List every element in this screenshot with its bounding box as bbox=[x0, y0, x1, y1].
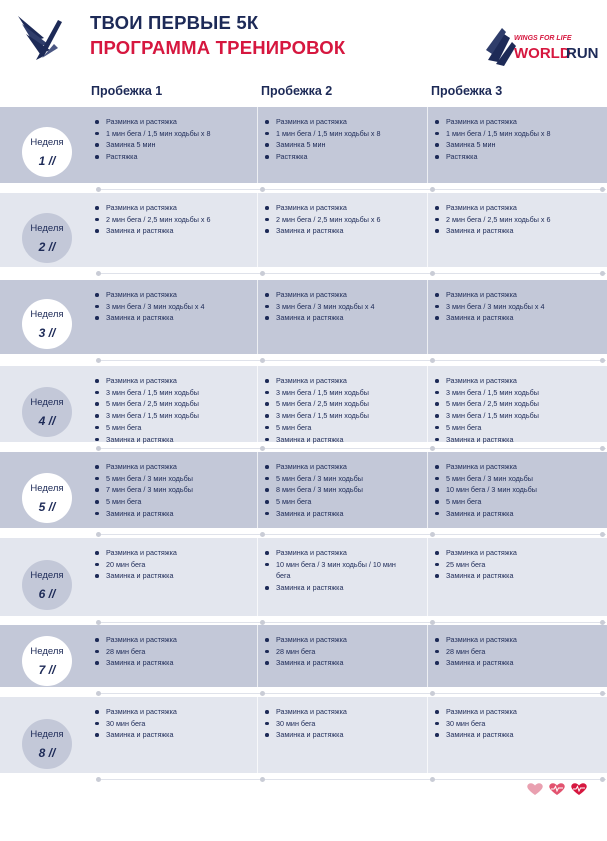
run-cell bbox=[87, 452, 257, 528]
column-divider bbox=[257, 107, 258, 183]
week-badge bbox=[22, 636, 72, 686]
row-divider bbox=[96, 779, 606, 780]
divider-dot bbox=[600, 532, 605, 537]
workout-list bbox=[265, 375, 423, 445]
divider-dot bbox=[96, 532, 101, 537]
row-divider bbox=[96, 360, 606, 361]
workout-item: Заминка и растяжка bbox=[265, 225, 423, 237]
week-word: Неделя bbox=[30, 483, 64, 494]
week-label-cell bbox=[0, 193, 87, 267]
workout-item: 3 мин бега / 3 мин ходьбы х 4 bbox=[435, 301, 593, 313]
week-word: Неделя bbox=[30, 729, 64, 740]
workout-list bbox=[435, 547, 593, 582]
svg-text:WINGS FOR LIFE: WINGS FOR LIFE bbox=[514, 35, 572, 42]
workout-item: 30 мин бега bbox=[435, 718, 593, 730]
workout-item: Заминка и растяжка bbox=[265, 582, 423, 594]
week-badge bbox=[22, 387, 72, 437]
run-cell bbox=[427, 452, 597, 528]
workout-item: Заминка 5 мин bbox=[265, 139, 423, 151]
workout-item: Разминка и растяжка bbox=[95, 547, 253, 559]
run-cell bbox=[257, 625, 427, 687]
workout-list bbox=[95, 634, 253, 669]
week-label-cell bbox=[0, 280, 87, 354]
divider-dot bbox=[430, 777, 435, 782]
week-badge bbox=[22, 213, 72, 263]
workout-item: Разминка и растяжка bbox=[95, 375, 253, 387]
divider-dot bbox=[96, 446, 101, 451]
divider-dot bbox=[600, 446, 605, 451]
column-divider bbox=[427, 193, 428, 267]
run-cell bbox=[87, 697, 257, 773]
workout-item: Заминка и растяжка bbox=[95, 570, 253, 582]
workout-item: Разминка и растяжка bbox=[265, 202, 423, 214]
week-row bbox=[0, 280, 607, 354]
workout-item: 28 мин бега bbox=[435, 646, 593, 658]
workout-list bbox=[95, 461, 253, 520]
column-divider bbox=[257, 697, 258, 773]
column-divider bbox=[257, 452, 258, 528]
workout-item: Разминка и растяжка bbox=[435, 375, 593, 387]
week-row bbox=[0, 625, 607, 687]
divider-dot bbox=[600, 271, 605, 276]
divider-dot bbox=[96, 691, 101, 696]
week-row bbox=[0, 366, 607, 442]
column-divider bbox=[427, 280, 428, 354]
week-word: Неделя bbox=[30, 309, 64, 320]
column-header-run-2: Пробежка 2 bbox=[261, 84, 333, 98]
workout-item: 2 мин бега / 2,5 мин ходьбы х 6 bbox=[265, 214, 423, 226]
workout-item: 20 мин бега bbox=[95, 559, 253, 571]
run-cell bbox=[257, 107, 427, 183]
divider-dot bbox=[430, 271, 435, 276]
divider-dot bbox=[430, 358, 435, 363]
week-badge bbox=[22, 127, 72, 177]
workout-item: Заминка и растяжка bbox=[435, 729, 593, 741]
run-cell bbox=[87, 193, 257, 267]
workout-item: Разминка и растяжка bbox=[265, 375, 423, 387]
workout-item: 1 мин бега / 1,5 мин ходьбы х 8 bbox=[435, 128, 593, 140]
week-label-cell bbox=[0, 107, 87, 183]
week-row bbox=[0, 107, 607, 183]
column-divider bbox=[427, 107, 428, 183]
run-cell bbox=[87, 280, 257, 354]
week-row bbox=[0, 452, 607, 528]
workout-item: 5 мин бега / 3 мин ходьбы bbox=[95, 473, 253, 485]
workout-item: Заминка и растяжка bbox=[265, 729, 423, 741]
workout-item: 5 мин бега / 3 мин ходьбы bbox=[435, 473, 593, 485]
column-divider bbox=[427, 625, 428, 687]
workout-item: Заминка и растяжка bbox=[265, 434, 423, 446]
divider-dot bbox=[96, 187, 101, 192]
workout-item: Заминка и растяжка bbox=[435, 312, 593, 324]
row-divider bbox=[96, 273, 606, 274]
hearts-decoration-icon bbox=[526, 782, 590, 796]
workout-list bbox=[265, 706, 423, 741]
workout-item: Растяжка bbox=[265, 151, 423, 163]
column-divider bbox=[257, 625, 258, 687]
week-badge bbox=[22, 299, 72, 349]
workout-item: Заминка и растяжка bbox=[265, 312, 423, 324]
workout-item: 25 мин бега bbox=[435, 559, 593, 571]
workout-item: 3 мин бега / 3 мин ходьбы х 4 bbox=[95, 301, 253, 313]
workout-list bbox=[435, 375, 593, 445]
row-divider bbox=[96, 189, 606, 190]
divider-dot bbox=[600, 187, 605, 192]
workout-item: 3 мин бега / 1,5 мин ходьбы bbox=[435, 387, 593, 399]
workout-item: Заминка и растяжка bbox=[95, 434, 253, 446]
wings-logo-icon bbox=[14, 14, 66, 64]
week-word: Неделя bbox=[30, 223, 64, 234]
workout-item: Разминка и растяжка bbox=[265, 547, 423, 559]
workout-item: Разминка и растяжка bbox=[95, 706, 253, 718]
run-cell bbox=[87, 625, 257, 687]
workout-item: 5 мин бега bbox=[95, 422, 253, 434]
workout-list bbox=[265, 202, 423, 237]
run-cell bbox=[257, 538, 427, 616]
run-cell bbox=[427, 625, 597, 687]
workout-item: Разминка и растяжка bbox=[95, 116, 253, 128]
workout-item: 3 мин бега / 1,5 мин ходьбы bbox=[95, 387, 253, 399]
run-cell bbox=[257, 697, 427, 773]
svg-text:RUN: RUN bbox=[566, 45, 599, 62]
run-cell bbox=[427, 107, 597, 183]
workout-item: 1 мин бега / 1,5 мин ходьбы х 8 bbox=[95, 128, 253, 140]
workout-list bbox=[435, 202, 593, 237]
workout-item: Заминка и растяжка bbox=[265, 508, 423, 520]
workout-item: 3 мин бега / 3 мин ходьбы х 4 bbox=[265, 301, 423, 313]
divider-dot bbox=[600, 691, 605, 696]
week-number: 5 // bbox=[38, 500, 56, 514]
workout-item: 2 мин бега / 2,5 мин ходьбы х 6 bbox=[435, 214, 593, 226]
workout-item: 10 мин бега / 3 мин ходьбы bbox=[435, 484, 593, 496]
workout-list bbox=[435, 289, 593, 324]
run-cell bbox=[427, 280, 597, 354]
workout-item: Разминка и растяжка bbox=[435, 634, 593, 646]
divider-dot bbox=[430, 187, 435, 192]
workout-item: 2 мин бега / 2,5 мин ходьбы х 6 bbox=[95, 214, 253, 226]
workout-list bbox=[265, 116, 423, 163]
divider-dot bbox=[260, 358, 265, 363]
divider-dot bbox=[260, 777, 265, 782]
workout-item: Заминка и растяжка bbox=[435, 570, 593, 582]
row-divider bbox=[96, 622, 606, 623]
workout-item: 5 мин бега bbox=[265, 496, 423, 508]
column-header-run-3: Пробежка 3 bbox=[431, 84, 503, 98]
workout-item: Заминка и растяжка bbox=[95, 657, 253, 669]
workout-item: 5 мин бега bbox=[435, 422, 593, 434]
run-cell bbox=[87, 366, 257, 442]
workout-item: 3 мин бега / 1,5 мин ходьбы bbox=[265, 387, 423, 399]
workout-item: 5 мин бега / 2,5 мин ходьбы bbox=[95, 398, 253, 410]
workout-item: Заминка и растяжка bbox=[265, 657, 423, 669]
workout-item: Растяжка bbox=[95, 151, 253, 163]
divider-dot bbox=[600, 358, 605, 363]
workout-list bbox=[435, 461, 593, 520]
workout-item: 28 мин бега bbox=[95, 646, 253, 658]
week-label-cell bbox=[0, 366, 87, 442]
run-cell bbox=[427, 538, 597, 616]
week-number: 6 // bbox=[38, 587, 56, 601]
column-divider bbox=[427, 697, 428, 773]
week-number: 8 // bbox=[38, 746, 56, 760]
workout-item: 5 мин бега / 2,5 мин ходьбы bbox=[435, 398, 593, 410]
workout-item: Разминка и растяжка bbox=[435, 547, 593, 559]
week-row bbox=[0, 538, 607, 616]
workout-item: Разминка и растяжка bbox=[265, 706, 423, 718]
column-divider bbox=[257, 193, 258, 267]
week-word: Неделя bbox=[30, 570, 64, 581]
workout-list bbox=[265, 547, 423, 594]
workout-item: 7 мин бега / 3 мин ходьбы bbox=[95, 484, 253, 496]
row-divider bbox=[96, 534, 606, 535]
workout-item: 5 мин бега bbox=[435, 496, 593, 508]
workout-item: Заминка 5 мин bbox=[435, 139, 593, 151]
workout-list bbox=[95, 706, 253, 741]
workout-list bbox=[265, 289, 423, 324]
workout-list bbox=[265, 634, 423, 669]
workout-item: Растяжка bbox=[435, 151, 593, 163]
week-badge bbox=[22, 473, 72, 523]
row-divider bbox=[96, 448, 606, 449]
run-cell bbox=[257, 452, 427, 528]
row-divider bbox=[96, 693, 606, 694]
divider-dot bbox=[260, 271, 265, 276]
column-divider bbox=[427, 452, 428, 528]
workout-item: 3 мин бега / 1,5 мин ходьбы bbox=[265, 410, 423, 422]
workout-item: Разминка и растяжка bbox=[265, 289, 423, 301]
run-cell bbox=[257, 193, 427, 267]
run-cell bbox=[427, 366, 597, 442]
workout-item: 5 мин бега bbox=[265, 422, 423, 434]
divider-dot bbox=[96, 777, 101, 782]
divider-dot bbox=[96, 358, 101, 363]
workout-item: Заминка и растяжка bbox=[435, 434, 593, 446]
workout-item: 3 мин бега / 1,5 мин ходьбы bbox=[95, 410, 253, 422]
week-word: Неделя bbox=[30, 397, 64, 408]
workout-item: Разминка и растяжка bbox=[95, 289, 253, 301]
workout-item: Заминка и растяжка bbox=[95, 729, 253, 741]
workout-list bbox=[435, 634, 593, 669]
week-number: 3 // bbox=[38, 326, 56, 340]
workout-list bbox=[95, 289, 253, 324]
divider-dot bbox=[96, 271, 101, 276]
workout-item: Разминка и растяжка bbox=[435, 202, 593, 214]
divider-dot bbox=[260, 187, 265, 192]
workout-item: 8 мин бега / 3 мин ходьбы bbox=[265, 484, 423, 496]
column-header-run-1: Пробежка 1 bbox=[91, 84, 163, 98]
divider-dot bbox=[430, 691, 435, 696]
week-label-cell bbox=[0, 452, 87, 528]
week-row bbox=[0, 697, 607, 773]
workout-item: Разминка и растяжка bbox=[435, 116, 593, 128]
week-label-cell bbox=[0, 697, 87, 773]
workout-item: Разминка и растяжка bbox=[95, 461, 253, 473]
workout-list bbox=[95, 202, 253, 237]
divider-dot bbox=[430, 446, 435, 451]
week-label-cell bbox=[0, 625, 87, 687]
workout-list bbox=[265, 461, 423, 520]
divider-dot bbox=[260, 691, 265, 696]
divider-dot bbox=[260, 446, 265, 451]
week-row bbox=[0, 193, 607, 267]
column-divider bbox=[257, 280, 258, 354]
workout-item: Заминка и растяжка bbox=[95, 225, 253, 237]
divider-dot bbox=[430, 532, 435, 537]
workout-item: Разминка и растяжка bbox=[95, 202, 253, 214]
workout-item: Заминка и растяжка bbox=[435, 508, 593, 520]
week-word: Неделя bbox=[30, 137, 64, 148]
run-cell bbox=[257, 280, 427, 354]
workout-item: 30 мин бега bbox=[95, 718, 253, 730]
workout-list bbox=[95, 547, 253, 582]
wings-for-life-world-run-logo bbox=[484, 20, 599, 68]
week-number: 4 // bbox=[38, 414, 56, 428]
run-cell bbox=[427, 193, 597, 267]
workout-item: Заминка и растяжка bbox=[435, 657, 593, 669]
week-number: 7 // bbox=[38, 663, 56, 677]
page-subtitle: ПРОГРАММА ТРЕНИРОВОК bbox=[90, 37, 346, 58]
workout-item: Заминка и растяжка bbox=[95, 312, 253, 324]
divider-dot bbox=[600, 777, 605, 782]
workout-item: Разминка и растяжка bbox=[435, 461, 593, 473]
page-title: ТВОИ ПЕРВЫЕ 5К bbox=[90, 12, 259, 33]
week-badge bbox=[22, 719, 72, 769]
workout-item: 5 мин бега / 3 мин ходьбы bbox=[265, 473, 423, 485]
run-cell bbox=[427, 697, 597, 773]
workout-item: 28 мин бега bbox=[265, 646, 423, 658]
workout-item: 5 мин бега bbox=[95, 496, 253, 508]
workout-item: 10 мин бега / 3 мин ходьбы / 10 мин бега bbox=[265, 559, 406, 582]
workout-item: Разминка и растяжка bbox=[265, 634, 423, 646]
week-word: Неделя bbox=[30, 646, 64, 657]
workout-item: Разминка и растяжка bbox=[95, 634, 253, 646]
workout-item: 3 мин бега / 1,5 мин ходьбы bbox=[435, 410, 593, 422]
workout-list bbox=[95, 375, 253, 445]
week-number: 1 // bbox=[38, 154, 56, 168]
week-badge bbox=[22, 560, 72, 610]
column-divider bbox=[257, 538, 258, 616]
column-divider bbox=[427, 366, 428, 442]
workout-item: 5 мин бега / 2,5 мин ходьбы bbox=[265, 398, 423, 410]
week-number: 2 // bbox=[38, 240, 56, 254]
workout-item: Разминка и растяжка bbox=[265, 461, 423, 473]
run-cell bbox=[257, 366, 427, 442]
workout-list bbox=[435, 706, 593, 741]
workout-item: Заминка и растяжка bbox=[95, 508, 253, 520]
workout-item: 30 мин бега bbox=[265, 718, 423, 730]
week-label-cell bbox=[0, 538, 87, 616]
run-cell bbox=[87, 107, 257, 183]
workout-item: Разминка и растяжка bbox=[435, 289, 593, 301]
workout-item: 1 мин бега / 1,5 мин ходьбы х 8 bbox=[265, 128, 423, 140]
column-divider bbox=[427, 538, 428, 616]
workout-item: Разминка и растяжка bbox=[265, 116, 423, 128]
workout-list bbox=[435, 116, 593, 163]
run-cell bbox=[87, 538, 257, 616]
workout-item: Заминка и растяжка bbox=[435, 225, 593, 237]
divider-dot bbox=[260, 532, 265, 537]
workout-item: Заминка 5 мин bbox=[95, 139, 253, 151]
workout-list bbox=[95, 116, 253, 163]
workout-item: Разминка и растяжка bbox=[435, 706, 593, 718]
column-divider bbox=[257, 366, 258, 442]
svg-text:WORLD: WORLD bbox=[514, 45, 571, 62]
